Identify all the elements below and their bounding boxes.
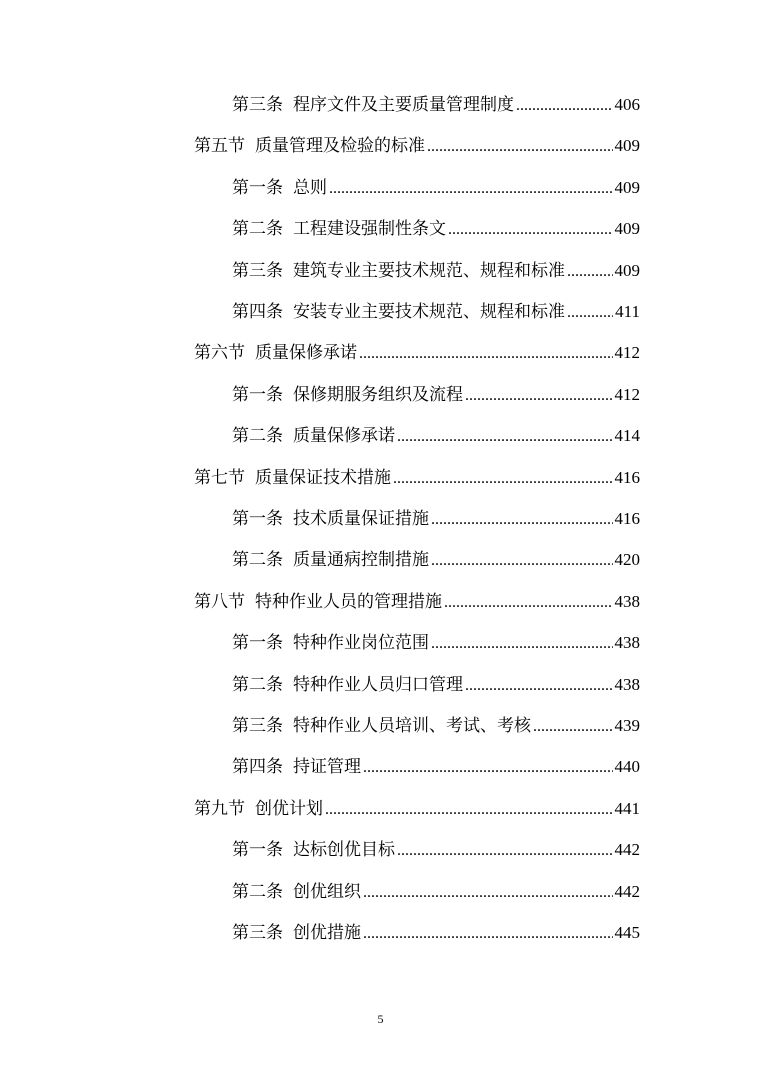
toc-article-entry[interactable]	[232, 752, 640, 782]
toc-entry-label: 第四条	[232, 302, 283, 322]
toc-article-entry[interactable]	[232, 173, 640, 203]
toc-entry-label: 第五节	[194, 136, 245, 157]
toc-entry-title: 质量保修承诺	[255, 343, 357, 364]
toc-entry-page-number: 412	[614, 343, 640, 363]
toc-entry-label: 第一条	[232, 840, 283, 861]
toc-entry-page-number: 409	[614, 260, 640, 280]
toc-leader-dots	[444, 588, 613, 618]
toc-entry-title: 达标创优目标	[293, 840, 395, 861]
toc-entry-page-number: 442	[614, 881, 640, 901]
toc-article-entry[interactable]	[232, 545, 640, 575]
toc-entry-title: 特种作业人员培训、考试、考核	[293, 716, 531, 736]
toc-article-entry[interactable]	[232, 297, 640, 327]
toc-entry-title: 特种作业岗位范围	[293, 633, 429, 654]
toc-entry-label: 第八节	[194, 591, 245, 612]
toc-entry-title: 工程建设强制性条文	[293, 219, 446, 240]
toc-entry-page-number: 442	[614, 840, 640, 860]
toc-leader-dots	[465, 381, 613, 411]
toc-entry-page-number: 409	[614, 136, 640, 156]
toc-entry-title: 创优计划	[255, 798, 323, 819]
toc-entry-page-number: 416	[614, 467, 640, 487]
toc-article-entry[interactable]	[232, 380, 640, 410]
toc-leader-dots	[465, 671, 613, 701]
toc-article-entry[interactable]	[232, 835, 640, 865]
toc-section-entry[interactable]	[194, 794, 640, 824]
toc-entry-page-number: 440	[614, 757, 640, 777]
toc-entry-title: 技术质量保证措施	[293, 509, 429, 529]
toc-entry-label: 第一条	[232, 633, 283, 654]
toc-article-entry[interactable]	[232, 670, 640, 700]
toc-leader-dots	[363, 878, 613, 908]
toc-entry-title: 创优措施	[293, 923, 361, 943]
toc-article-entry[interactable]	[232, 504, 640, 534]
toc-leader-dots	[516, 91, 613, 121]
toc-leader-dots	[363, 919, 613, 949]
toc-entry-label: 第二条	[232, 550, 283, 571]
toc-entry-label: 第四条	[232, 757, 283, 778]
toc-entry-label: 第三条	[232, 923, 283, 943]
toc-article-entry[interactable]	[232, 877, 640, 907]
toc-entry-page-number: 411	[615, 302, 640, 321]
toc-entry-title: 持证管理	[293, 757, 361, 778]
toc-leader-dots	[325, 795, 613, 825]
toc-entry-page-number: 416	[614, 509, 640, 528]
toc-leader-dots	[363, 753, 613, 783]
toc-entry-title: 质量通病控制措施	[293, 550, 429, 571]
toc-article-entry[interactable]	[232, 711, 640, 741]
toc-entry-page-number: 438	[614, 591, 640, 611]
toc-leader-dots	[359, 339, 613, 369]
toc-entry-page-number: 412	[614, 384, 640, 404]
toc-entry-title: 质量保证技术措施	[255, 467, 391, 488]
toc-article-entry[interactable]	[232, 256, 640, 286]
toc-section-entry[interactable]	[194, 131, 640, 161]
toc-article-entry[interactable]	[232, 90, 640, 120]
toc-leader-dots	[431, 546, 613, 576]
toc-entry-label: 第一条	[232, 509, 283, 529]
toc-article-entry[interactable]	[232, 628, 640, 658]
toc-leader-dots	[393, 464, 613, 494]
toc-entry-title: 保修期服务组织及流程	[293, 384, 463, 405]
toc-entry-label: 第七节	[194, 467, 245, 488]
toc-entry-label: 第三条	[232, 95, 283, 115]
toc-entry-page-number: 406	[614, 95, 640, 114]
toc-entry-page-number: 441	[614, 798, 640, 818]
toc-entry-title: 质量保修承诺	[293, 426, 395, 447]
toc-entry-label: 第二条	[232, 674, 283, 695]
toc-entry-label: 第二条	[232, 881, 283, 902]
toc-entry-title: 总则	[293, 177, 327, 198]
toc-leader-dots	[397, 422, 613, 452]
toc-article-entry[interactable]	[232, 214, 640, 244]
toc-leader-dots	[533, 712, 613, 742]
toc-entry-page-number: 445	[614, 923, 640, 942]
toc-entry-label: 第九节	[194, 798, 245, 819]
toc-leader-dots	[431, 629, 613, 659]
toc-leader-dots	[448, 215, 613, 245]
toc-leader-dots	[329, 174, 613, 204]
toc-entry-label: 第一条	[232, 177, 283, 198]
toc-section-entry[interactable]	[194, 587, 640, 617]
toc-entry-label: 第六节	[194, 343, 245, 364]
toc-leader-dots	[567, 257, 613, 287]
page-number: 5	[377, 1012, 384, 1026]
toc-entry-label: 第一条	[232, 384, 283, 405]
toc-entry-label: 第三条	[232, 260, 283, 281]
toc-entry-title: 程序文件及主要质量管理制度	[293, 95, 514, 115]
toc-entry-title: 建筑专业主要技术规范、规程和标准	[293, 260, 565, 281]
toc-article-entry[interactable]	[232, 421, 640, 451]
toc-entry-label: 第三条	[232, 716, 283, 736]
toc-entry-title: 特种作业人员的管理措施	[255, 591, 442, 612]
toc-leader-dots	[427, 132, 613, 162]
toc-entry-title: 创优组织	[293, 881, 361, 902]
toc-entry-page-number: 438	[614, 633, 640, 653]
toc-entry-label: 第二条	[232, 426, 283, 447]
toc-entry-page-number: 409	[614, 177, 640, 197]
toc-article-entry[interactable]	[232, 918, 640, 948]
toc-leader-dots	[397, 836, 613, 866]
toc-entry-page-number: 409	[614, 219, 640, 239]
toc-leader-dots	[431, 505, 613, 535]
toc-entry-title: 安装专业主要技术规范、规程和标准	[293, 302, 565, 322]
toc-entry-page-number: 438	[614, 674, 640, 694]
toc-entry-page-number: 439	[614, 716, 640, 735]
toc-entry-page-number: 420	[614, 550, 640, 570]
toc-entry-title: 质量管理及检验的标准	[255, 136, 425, 157]
toc-entry-label: 第二条	[232, 219, 283, 240]
toc-entry-page-number: 414	[614, 426, 640, 446]
toc-section-entry[interactable]	[194, 338, 640, 368]
toc-section-entry[interactable]	[194, 463, 640, 493]
toc-entry-title: 特种作业人员归口管理	[293, 674, 463, 695]
toc-leader-dots	[567, 298, 613, 328]
